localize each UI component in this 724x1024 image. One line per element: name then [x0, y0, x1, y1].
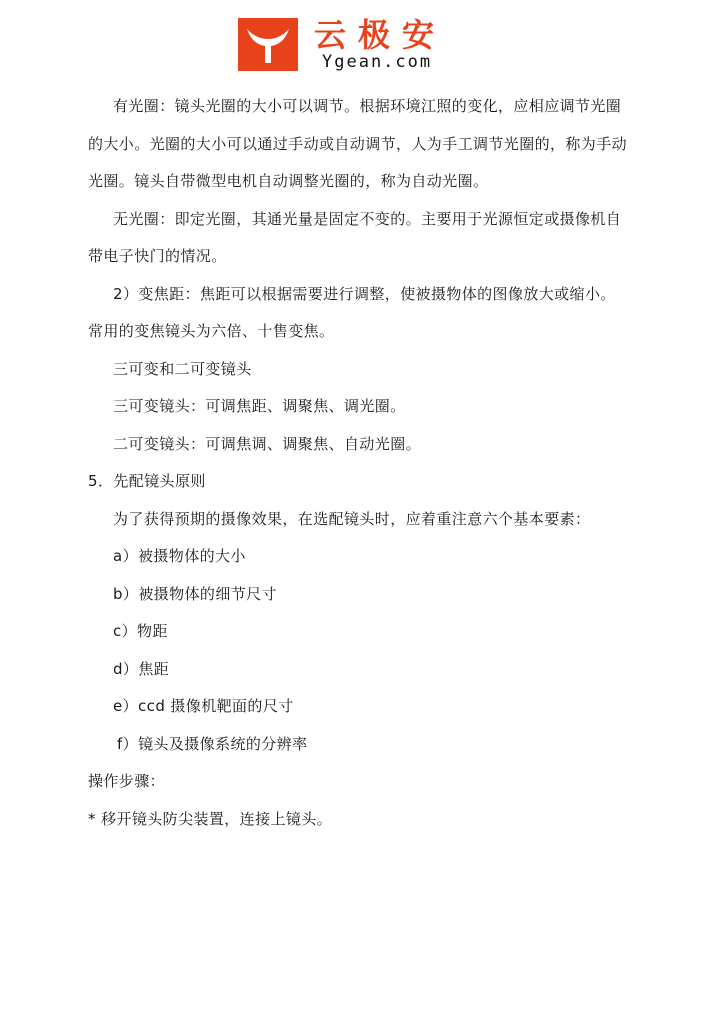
paragraph-fixed-aperture: 无光圈：即定光圈，其通光量是固定不变的。主要用于光源恒定或摄像机自带电子快门的情况。 — [88, 209, 622, 265]
list-item-b: b）被摄物体的细节尺寸 — [113, 584, 277, 603]
list-item-a: a）被摄物体的大小 — [113, 547, 246, 565]
list-item-c: c）物距 — [113, 622, 168, 640]
list-item-d: d）焦距 — [113, 659, 170, 678]
logo-mark-icon — [238, 18, 298, 71]
logo-chinese-text: 云极安 — [314, 16, 447, 54]
document-body — [88, 88, 628, 838]
heading-operation-steps: 操作步骤： — [88, 772, 166, 790]
header — [238, 18, 488, 72]
logo-english-text: Ygean.com — [322, 52, 433, 72]
list-item-f: f）镜头及摄像系统的分辨率 — [117, 734, 308, 753]
heading-variable-lens: 三可变和二可变镜头 — [113, 359, 252, 378]
paragraph-three-variable: 三可变镜头：可调焦距、调聚焦、调光圈。 — [113, 397, 406, 415]
section-heading-lens-selection: 5．先配镜头原则 — [88, 472, 206, 490]
paragraph-two-variable: 二可变镜头：可调焦调、调聚焦、自动光圈。 — [113, 434, 422, 453]
paragraph-aperture: 有光圈：镜头光圈的大小可以调节。根据环境江照的变化，应相应调节光圈的大小。光圈的大小可以通过手动或自动调节，人为手工调节光圈的，称为手动光圈。镜头自带微型电机自动调整光圈的，称为自动光圈。 — [88, 97, 628, 190]
paragraph-selection-intro: 为了获得预期的摄像效果，在选配镜头时，应着重注意六个基本要素： — [113, 509, 591, 528]
step-item-1: * 移开镜头防尖装置，连接上镜头。 — [88, 809, 333, 828]
paragraph-zoom: 2）变焦距：焦距可以根据需要进行调整，使被摄物体的图像放大或缩小。 常用的变焦镜头为六倍、十售变焦。 — [88, 284, 616, 340]
list-item-e: e）ccd 摄像机靶面的尺寸 — [113, 697, 294, 715]
